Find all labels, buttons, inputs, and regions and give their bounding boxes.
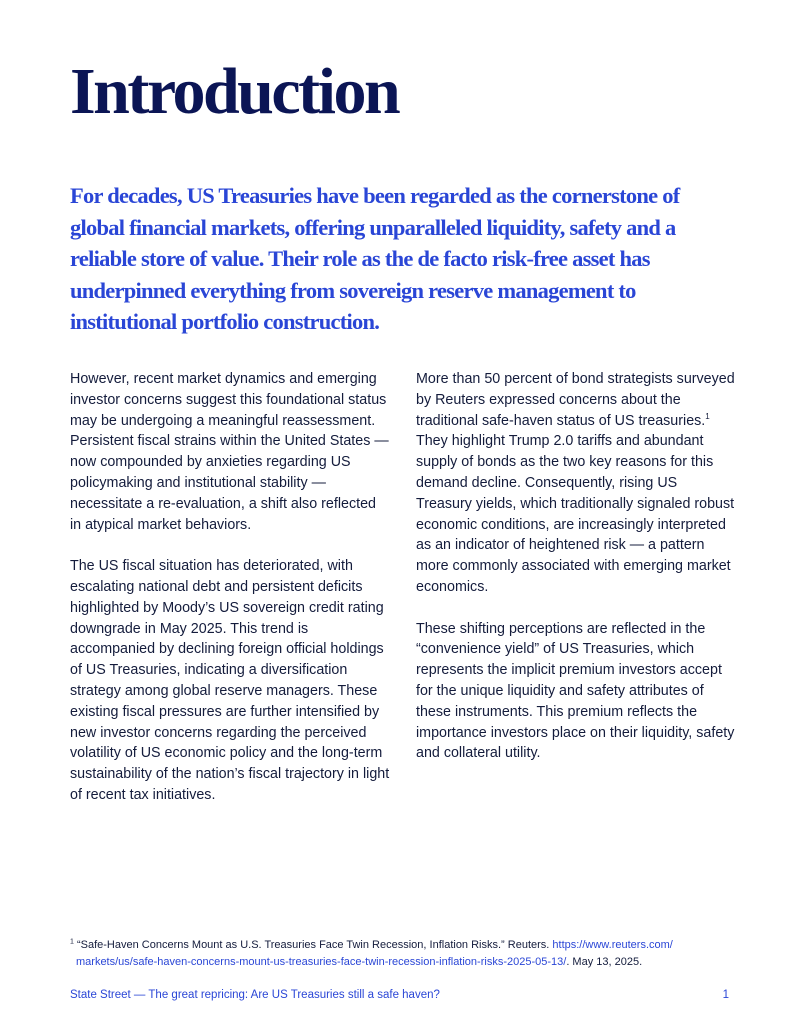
right-paragraph-1-text-a: More than 50 percent of bond strategists surveyed by Reuters expressed concerns about the traditional safe-haven status of US treasuries. [416,371,735,429]
right-paragraph-1 [416,369,736,598]
left-paragraph-2: The US fiscal situation has deteriorated, with escalating national debt and persistent deficits highlighted by Moody’s US sovereign credit rating downgrade in May 2025. This trend is accompanied by declining foreign official holdings of US Treasuries, indicating a diversification strategy among global reserve managers. These existing fiscal pressures are further intensified by new investor concerns regarding the perceived volatility of US economic policy and the long-term sustainability of the nation’s fiscal trajectory in light of recent tax initiatives. [70,558,390,803]
footnote-date: . May 13, 2025. [566,955,643,968]
page-title: Introduction [70,55,399,128]
right-paragraph-1-text-b: They highlight Trump 2.0 tariffs and abundant supply of bonds as the two key reasons for this demand decline. Consequently, rising US Treasury yields, which traditionally signaled robust economic conditions, are increasingly interpreted as an indicator of heightened risk — a pattern more commonly associated with emerging market economics. [416,433,735,595]
footnote-url-line-2-wrap [70,954,730,971]
left-column [70,369,390,827]
footnote-url-line-2[interactable]: markets/us/safe-haven-concerns-mount-us-treasuries-face-twin-recession-inflation-risks-2025-05-13/ [76,955,567,968]
footnote-mark: 1 [70,938,74,946]
page-number: 1 [722,989,729,1001]
footnote-url-line-1[interactable]: https://www.reuters.com/ [552,939,673,951]
footnote [70,937,730,970]
footnote-reference[interactable]: 1 [705,411,710,421]
footer-running-title: State Street — The great repricing: Are US Treasuries still a safe haven? [70,989,440,1001]
left-paragraph-1: However, recent market dynamics and emerging investor concerns suggest this foundational status may be undergoing a meaningful reassessment. Persistent fiscal strains within the United States — now compounded by anxieties regarding US policymaking and institutional stability — necessitate a re-evaluation, a shift also reflected in atypical market behaviors. [70,371,389,533]
lede-paragraph: For decades, US Treasuries have been regarded as the cornerstone of global financial markets, offering unparalleled liquidity, safety and a reliable store of value. Their role as the de facto risk-free asset has underpinned everything from sovereign reserve management to institutional portfolio construction. [70,183,680,334]
right-column [416,369,736,785]
right-paragraph-2: These shifting perceptions are reflected in the “convenience yield” of US Treasuries, which represents the implicit premium investors accept for the unique liquidity and safety attributes of these instruments. This premium reflects the importance investors place on their liquidity, safety and collateral utility. [416,620,735,762]
footnote-text: “Safe-Haven Concerns Mount as U.S. Treasuries Face Twin Recession, Inflation Risks.” Reuters. [73,939,553,951]
